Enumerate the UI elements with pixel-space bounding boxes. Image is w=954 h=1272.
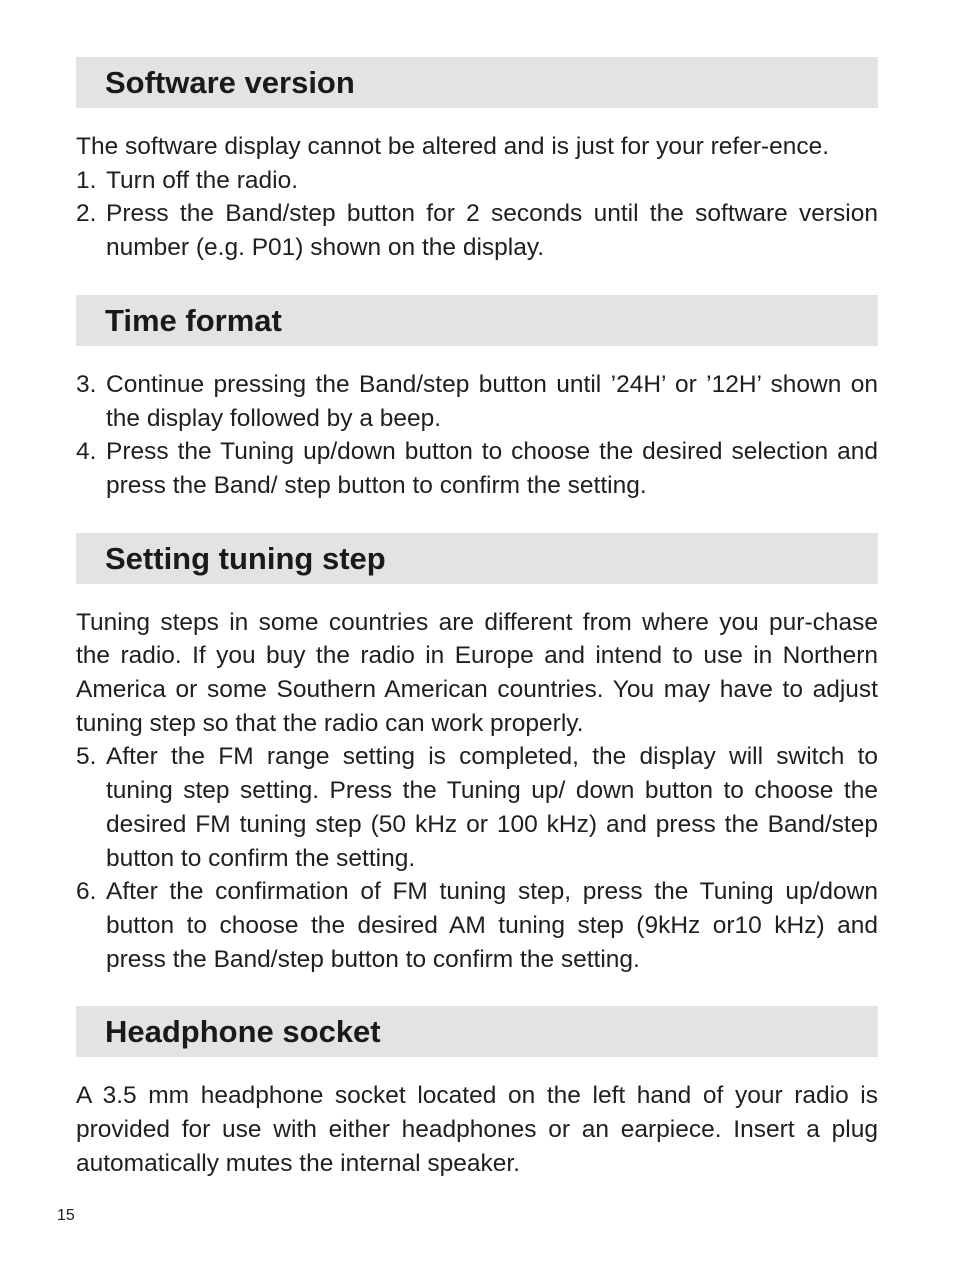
list-number: 1. [76,166,97,194]
manual-page [76,57,878,1180]
list-item [76,197,878,264]
list-item [76,164,878,198]
section-title: Software version [105,65,355,100]
section-header-time-format [76,295,878,346]
list-text: Press the Band/step button for 2 seconds until the software version number (e.g. P01) shown on the display. [106,200,878,262]
list-item [76,435,878,502]
list-text: Turn off the radio. [106,166,299,194]
section-header-software-version [76,57,878,108]
list-text: Press the Tuning up/down button to choose the desired selection and press the Band/ step button to confirm the setting. [106,438,878,499]
list-number: 6. [76,878,97,906]
list-number: 5. [76,743,97,771]
list-item [76,740,878,875]
section-intro: The software display cannot be altered and is just for your refer-ence. [76,133,830,160]
list-number: 4. [76,438,97,466]
page-number: 15 [57,1207,75,1224]
list-item [76,368,878,435]
instruction-list [76,740,878,976]
list-text: Continue pressing the Band/step button until ’24H’ or ’12H’ shown on the display followed by a beep. [106,370,878,432]
section-header-headphone-socket [76,1006,878,1057]
list-text: After the confirmation of FM tuning step, press the Tuning up/down button to choose the desired AM tuning step (9kHz or10 kHz) and press the Band/step button to confirm the setting. [106,878,878,973]
instruction-list [76,368,878,503]
section-title: Headphone socket [105,1014,381,1050]
list-text: After the FM range setting is completed, the display will switch to tuning step setting. Press the Tuning up/ down button to choose the desired FM tuning step (50 kHz or 100 kHz) and press the Band/step button to confirm the setting. [106,743,878,872]
section-header-setting-tuning-step [76,533,878,584]
section-intro: A 3.5 mm headphone socket located on the left hand of your radio is provided for use with either headphones or an earpiece. Insert a plug automatically mutes the internal speaker. [76,1082,878,1177]
list-number: 3. [76,370,97,398]
section-title: Setting tuning step [105,540,386,576]
list-item [76,875,878,976]
section-title: Time format [105,302,282,338]
instruction-list [76,164,878,265]
list-number: 2. [76,200,97,228]
section-intro: Tuning steps in some countries are different from where you pur-chase the radio. If you buy the radio in Europe and intend to use in Northern America or some Southern American countries. You may have to adjust tuning step so that the radio can work properly. [76,608,878,737]
